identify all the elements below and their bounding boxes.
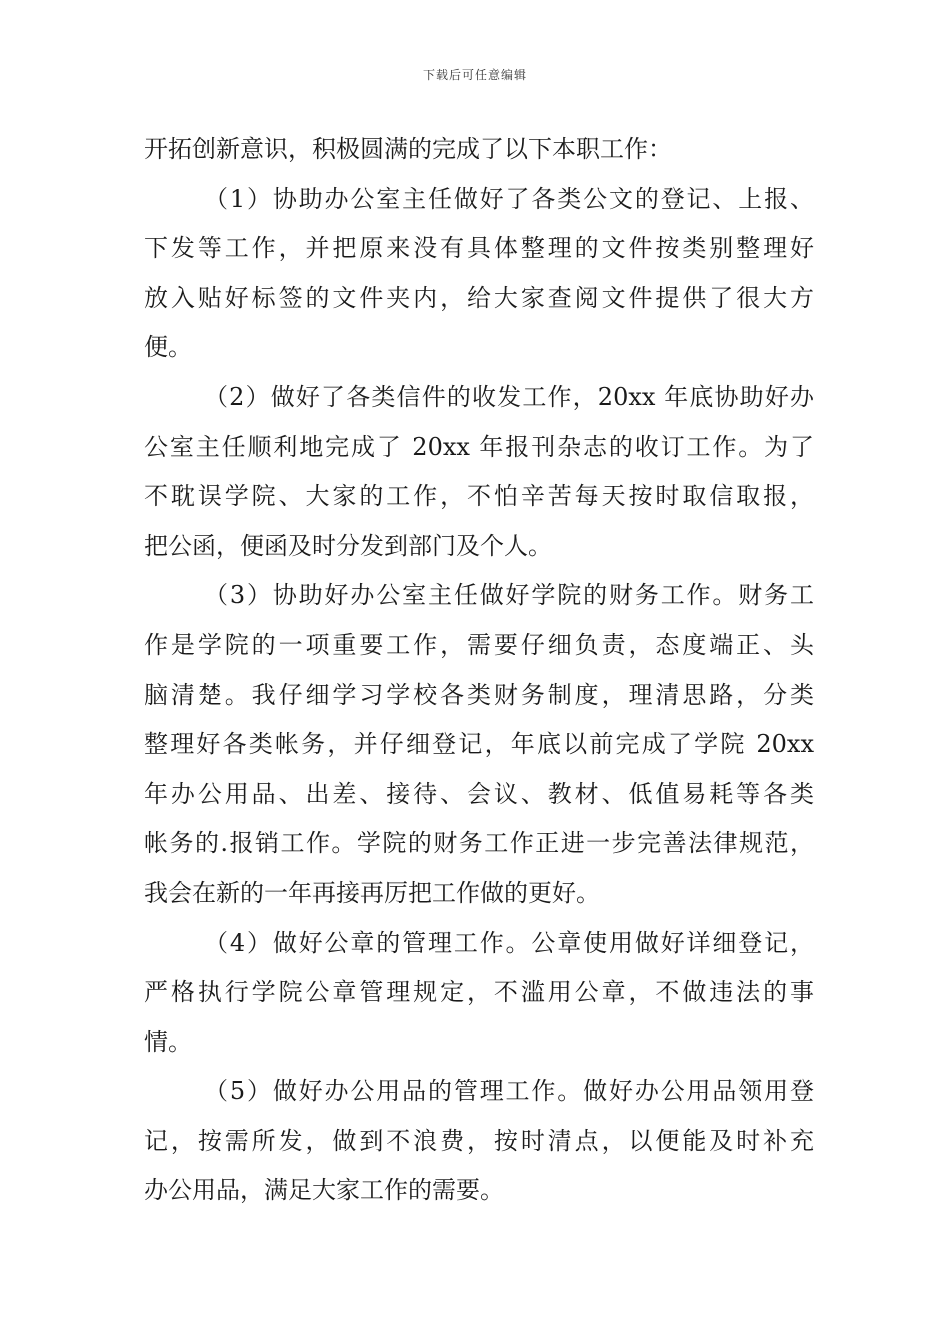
text-line: 便。 [144,333,192,362]
text-line: 整理好各类帐务，并仔细登记，年底以前完成了学院 20xx [144,730,814,759]
text-line: 我会在新的一年再接再厉把工作做的更好。 [144,878,600,907]
text-line: （2）做好了各类信件的收发工作，20xx 年底协助好办 [204,382,814,411]
text-line: （3）协助好办公室主任做好学院的财务工作。财务工 [204,581,814,610]
text-line: 把公函，便函及时分发到部门及个人。 [144,531,552,560]
text-line: 帐务的.报销工作。学院的财务工作正进一步完善法律规范， [144,829,814,858]
paragraph-item-4 [144,919,814,1068]
paragraph-item-2 [144,373,814,571]
paragraph-intro [144,125,814,175]
text-line: （5）做好办公用品的管理工作。做好办公用品领用登 [204,1077,814,1106]
paragraph-item-5 [144,1067,814,1216]
paragraph-item-3 [144,571,814,918]
text-line: 脑清楚。我仔细学习学校各类财务制度，理清思路，分类 [144,680,814,709]
text-line: （1）协助办公室主任做好了各类公文的登记、上报、 [204,184,814,213]
text-line: （4）做好公章的管理工作。公章使用做好详细登记， [204,928,814,957]
text-line: 下发等工作，并把原来没有具体整理的文件按类别整理好 [144,234,814,263]
page-header: 下载后可任意编辑 [422,68,527,82]
text-line: 办公用品，满足大家工作的需要。 [144,1176,504,1205]
text-line: 年办公用品、出差、接待、会议、教材、低值易耗等各类 [144,779,814,808]
text-line: 严格执行学院公章管理规定，不滥用公章，不做违法的事 [144,978,814,1007]
text-line: 情。 [144,1027,192,1056]
document-body [144,125,814,1216]
paragraph-item-1 [144,175,814,373]
text-line: 公室主任顺利地完成了 20xx 年报刊杂志的收订工作。为了 [144,432,814,461]
text-line: 开拓创新意识，积极圆满的完成了以下本职工作： [144,135,672,163]
text-line: 作是学院的一项重要工作，需要仔细负责，态度端正、头 [144,630,814,659]
text-line: 不耽误学院、大家的工作，不怕辛苦每天按时取信取报， [144,482,814,511]
text-line: 放入贴好标签的文件夹内，给大家查阅文件提供了很大方 [144,283,814,312]
text-line: 记，按需所发，做到不浪费，按时清点，以便能及时补充 [144,1126,814,1155]
